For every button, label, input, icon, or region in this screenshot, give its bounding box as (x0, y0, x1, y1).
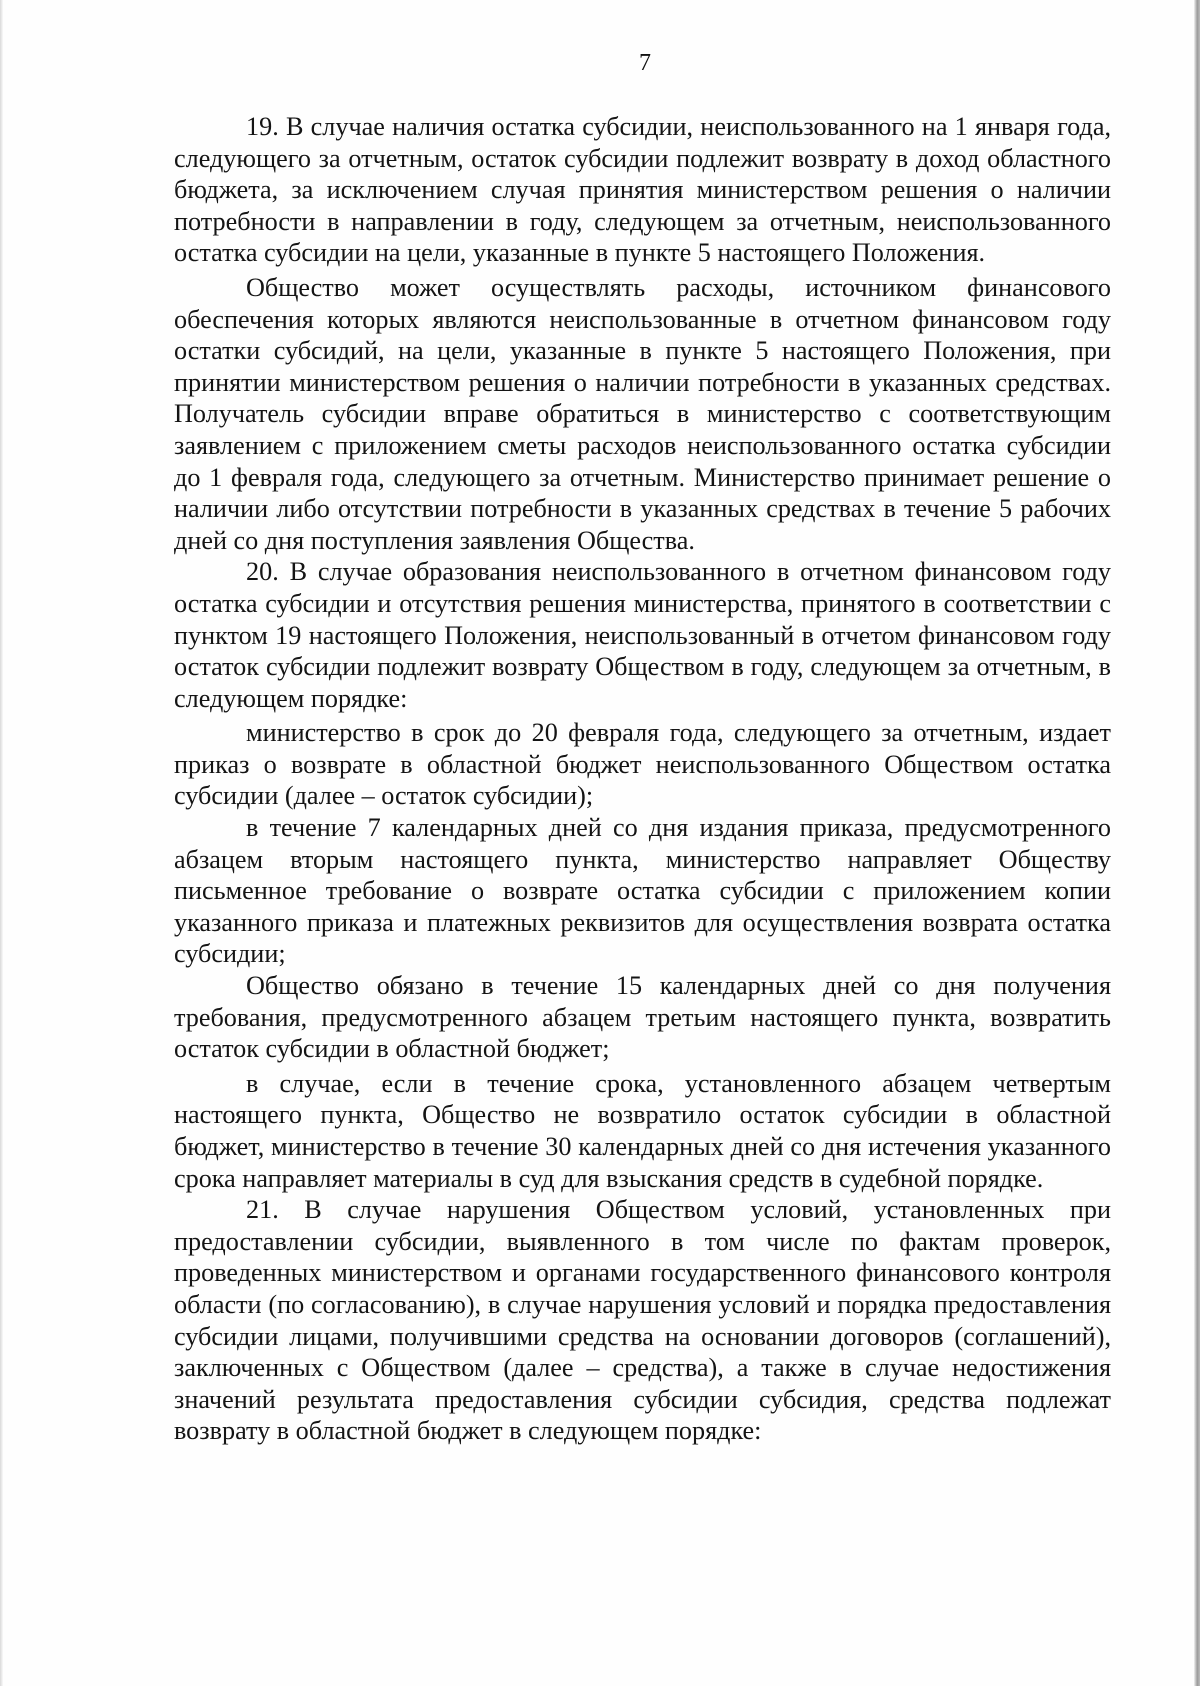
paragraph-20-step-court: в случае, если в течение срока, установленного абзацем четвертым настоящего пункта, Общество не возвратило остаток субсидии в областной бюджет, министерство в течение 30 календарных дней со дня истечения указанного срока направляет материалы в суд для взыскания средств в судебной порядке. (174, 1068, 1111, 1193)
paragraph-20-step-order: министерство в срок до 20 февраля года, следующего за отчетным, издает приказ о возврате в областной бюджет неиспользованного Обществом остатка субсидии (далее – остаток субсидии); (174, 718, 1111, 811)
paragraph-19: 19. В случае наличия остатка субсидии, неиспользованного на 1 января года, следующего за отчетным, остаток субсидии подлежит возврату в доход областного бюджета, за исключением случая принятия министерством решения о наличии потребности в направлении в году, следующем за отчетным, неиспользованного остатка субсидии на цели, указанные в пункте 5 настоящего Положения. (174, 112, 1111, 268)
page-number: 7 (639, 50, 651, 76)
scan-edge-left (0, 0, 3, 1686)
scan-edge-right (1194, 0, 1200, 1686)
paragraph-20-step-demand: в течение 7 календарных дней со дня издания приказа, предусмотренного абзацем вторым настоящего пункта, министерство направляет Обществу письменное требование о возврате остатка субсидии с приложением копии указанного приказа и платежных реквизитов для осуществления возврата остатка субсидии; (174, 813, 1111, 969)
paragraph-21: 21. В случае нарушения Обществом условий, установленных при предоставлении субсидии, выявленного в том числе по фактам проверок, проведенных министерством и органами государственного финансового контроля области (по согласованию), в случае нарушения условий и порядка предоставления субсидии лицами, получившими средства на основании договоров (соглашений), заключенных с Обществом (далее – средства), а также в случае недостижения значений результата предоставления субсидии субсидия, средства подлежат возврату в областной бюджет в следующем порядке: (174, 1195, 1111, 1446)
document-body (174, 111, 1111, 1447)
paragraph-19-expenses: Общество может осуществлять расходы, источником финансового обеспечения которых являются неиспользованные в отчетном финансовом году остатки субсидий, на цели, указанные в пункте 5 настоящего Положения, при принятии министерством решения о наличии потребности в указанных средствах. Получатель субсидии вправе обратиться в министерство с соответствующим заявлением с приложением сметы расходов неиспользованного остатка субсидии до 1 февраля года, следующего за отчетным. Министерство принимает решение о наличии либо отсутствии потребности в указанных средствах в течение 5 рабочих дней со дня поступления заявления Общества. (174, 272, 1111, 555)
paragraph-20: 20. В случае образования неиспользованного в отчетном финансовом году остатка субсидии и отсутствия решения министерства, принятого в соответствии с пунктом 19 настоящего Положения, неиспользованный в отчетом финансовом году остаток субсидии подлежит возврату Обществом в году, следующем за отчетным, в следующем порядке: (174, 557, 1111, 713)
paragraph-20-step-return: Общество обязано в течение 15 календарных дней со дня получения требования, предусмотренного абзацем третьим настоящего пункта, возвратить остаток субсидии в областной бюджет; (174, 971, 1111, 1064)
